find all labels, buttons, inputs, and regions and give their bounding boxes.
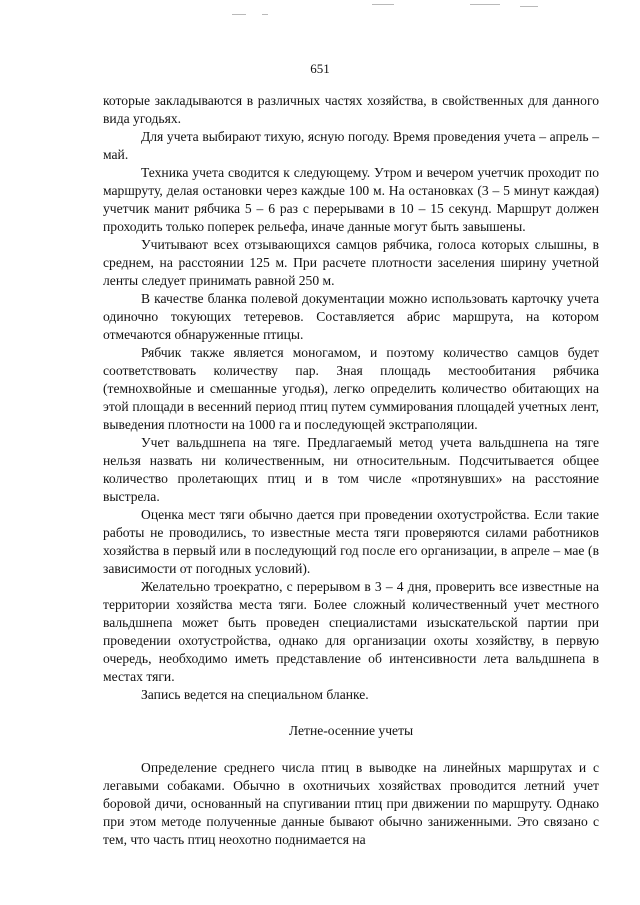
scan-artifact <box>232 14 246 15</box>
paragraph: Учет вальдшнепа на тяге. Предлагаемый метод учета вальдшнепа на тяге нельзя назвать ни количественным, ни относительным. Подсчитывается общее количество пролетающих птиц и в том числе «протянувших» на расстояние выстрела. <box>103 435 599 504</box>
scan-artifact <box>372 4 394 5</box>
paragraph: которые закладываются в различных частях хозяйства, в свойственных для данного вида угодьях. <box>103 93 599 126</box>
paragraph: Учитывают всех отзывающихся самцов рябчика, голоса которых слышны, в среднем, на расстоянии 125 м. При расчете плотности заселения ширину учетной ленты следует принимать равной 250 м. <box>103 237 599 288</box>
paragraph: Запись ведется на специальном бланке. <box>141 687 369 702</box>
scan-artifact <box>520 6 538 7</box>
paragraph: Определение среднего числа птиц в выводке на линейных маршрутах и с легавыми собаками. Обычно в охотничьих хозяйствах проводится летний учет боровой дичи, основанный на спугивании птиц при движении по маршруту. Однако при этом методе полученные данные бывают обычно заниженными. Это связано с тем, что часть птиц неохотно поднимается на <box>103 760 599 847</box>
body-text <box>103 92 599 849</box>
paragraph: Рябчик также является моногамом, и поэтому количество самцов будет соответствовать количеству пар. Зная площадь местообитания рябчика (темнохвойные и смешанные угодья), легко определить количество обитающих на этой площади в весенний период птиц путем суммирования площадей учетных лент, выведения плотности на 1000 га и последующей экстраполяции. <box>103 345 599 432</box>
paragraph: Техника учета сводится к следующему. Утром и вечером учетчик проходит по маршруту, делая остановки через каждые 100 м. На остановках (3 – 5 минут каждая) учетчик манит рябчика 5 – 6 раз с перерывами в 10 – 15 секунд. Маршрут должен проходить только поперек рельефа, иначе данные могут быть завышены. <box>103 165 599 234</box>
paragraph: В качестве бланка полевой документации можно использовать карточку учета одиночно токующих тетеревов. Составляется абрис маршрута, на котором отмечаются обнаруженные птицы. <box>103 291 599 342</box>
paragraph: Для учета выбирают тихую, ясную погоду. Время проведения учета – апрель – май. <box>103 129 599 162</box>
paragraph: Желательно троекратно, с перерывом в 3 – 4 дня, проверить все известные на территории хозяйства места тяги. Более сложный количественный учет местного вальдшнепа может быть проведен специалистами изыскательской партии при проведении охотустройства, однако для организации охоты хозяйству, в первую очередь, необходимо иметь представление об интенсивности лета вальдшнепа в местах тяги. <box>103 579 599 684</box>
paragraph: Оценка мест тяги обычно дается при проведении охотустройства. Если такие работы не проводились, то известные места тяги проверяются силами работников хозяйства в первый или в последующий год после его организации, в апреле – мае (в зависимости от погодных условий). <box>103 507 599 576</box>
scan-artifact <box>262 14 268 15</box>
scan-artifact <box>470 4 500 5</box>
section-heading: Летне-осенние учеты <box>288 723 414 738</box>
page-number: 651 <box>310 61 330 76</box>
